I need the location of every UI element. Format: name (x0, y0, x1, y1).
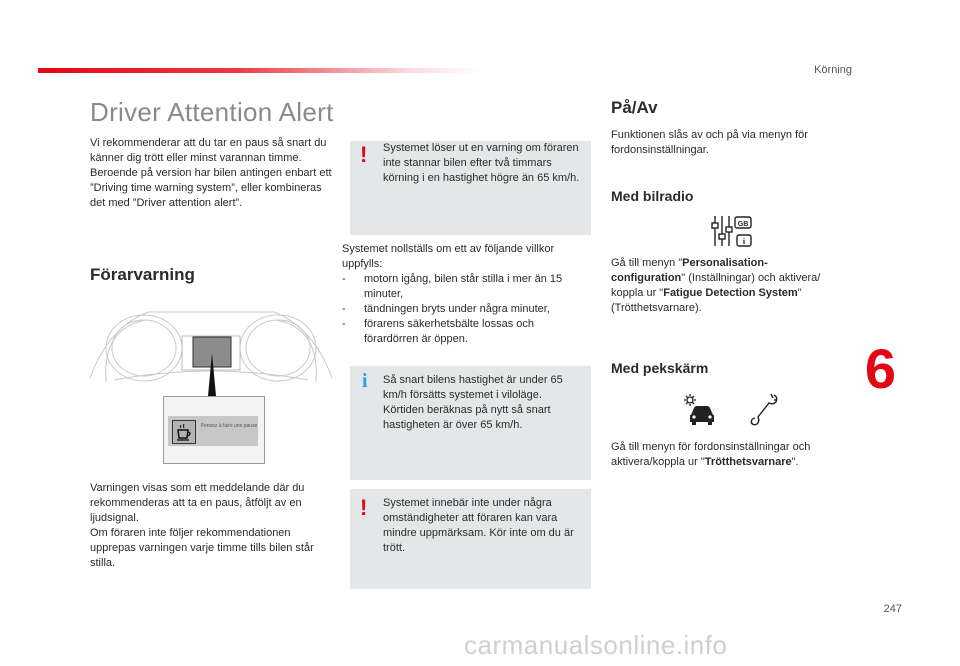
list-item: - tändningen bryts under några minuter, (342, 302, 577, 317)
watermark-text: carmanualsonline.info (464, 630, 728, 660)
menu-name-fatigue-detection: Fatigue Detection System (663, 287, 798, 299)
info-box-standby (350, 366, 591, 480)
warning-box-text: Systemet löser ut en varning om föraren inte stannar bilen efter två timmars körning i en hastighet högre än 65 km/h. (383, 142, 580, 184)
header-accent-bar (38, 68, 480, 73)
onoff-heading: På/Av (611, 98, 658, 117)
radio-text-part: Gå till menyn " (611, 257, 683, 269)
radio-text-part: " (Inställningar) och aktivera/ koppla ur " (611, 272, 821, 299)
reset-conditions-list (342, 272, 577, 347)
page-title: Driver Attention Alert (90, 97, 334, 127)
touchscreen-text-part: Gå till menyn för fordonsinställningar och aktivera/koppla ur " (611, 441, 811, 468)
driver-warning-heading: Förarvarning (90, 265, 195, 284)
onoff-text: Funktionen slås av och på via menyn för fordonsinställningar. (611, 129, 808, 156)
driver-warning-text-2: Om föraren inte följer rekommendationen upprepas varningen varje timme tills bilen står stilla. (90, 527, 314, 569)
warning-box-attention (350, 489, 591, 589)
gb-icon-label: GB (737, 221, 749, 228)
display-panel (163, 396, 265, 464)
page-number: 247 (883, 603, 902, 615)
coffee-cup-icon (172, 420, 196, 444)
touchscreen-text-part: ". (791, 456, 799, 468)
chapter-number: 6 (864, 337, 896, 400)
chapter-label: Körning (814, 64, 852, 76)
info-icon: i (362, 370, 368, 392)
wrench-tool-icon (748, 391, 782, 427)
warning-box-text: Systemet innebär inte under några omständigheter att föraren kan vara mindre uppmärksam. Kör inte om du är trött. (383, 497, 574, 554)
reset-intro: Systemet nollställs om ett av följande villkor uppfylls: (342, 243, 555, 270)
warning-box-two-hours (350, 141, 591, 235)
radio-instructions (611, 256, 833, 316)
touchscreen-instructions (611, 440, 836, 470)
driver-warning-text-1: Varningen visas som ett meddelande där du rekommenderas att ta en paus, åtföljt av en ljudsignal. (90, 482, 305, 524)
menu-name-trotthetsvarnare: Trötthetsvarnare (704, 456, 792, 468)
touchscreen-heading: Med pekskärm (611, 360, 709, 376)
intro-paragraph: Vi rekommenderar att du tar en paus så snart du känner dig trött eller minst varannan timme. Beroende på version har bilen antingen enbart ett ”Driving time warning system”, eller kombineras det med ”Driver attention alert”. (90, 137, 332, 209)
car-settings-icon (683, 393, 719, 427)
warning-exclamation-icon: ! (360, 142, 368, 167)
display-message-text: Pensez à faire une pause (200, 423, 258, 429)
info-icon-label: i (742, 237, 746, 246)
settings-sliders-icon (710, 214, 754, 250)
menu-name-personalisation: Personalisation-configuration (611, 257, 768, 284)
list-item: - motorn igång, bilen står stilla i mer än 15 minuter, (342, 272, 577, 302)
info-box-text: Så snart bilens hastighet är under 65 km/h försätts systemet i viloläge. Körtiden beräknas på nytt så snart hastigheten är över 65 km/h. (383, 374, 563, 431)
radio-heading: Med bilradio (611, 188, 694, 204)
warning-exclamation-icon: ! (360, 495, 368, 520)
list-item: - förarens säkerhetsbälte lossas och förardörren är öppen. (342, 317, 577, 347)
radio-text-part: " (Trötthetsvarnare). (611, 287, 802, 314)
